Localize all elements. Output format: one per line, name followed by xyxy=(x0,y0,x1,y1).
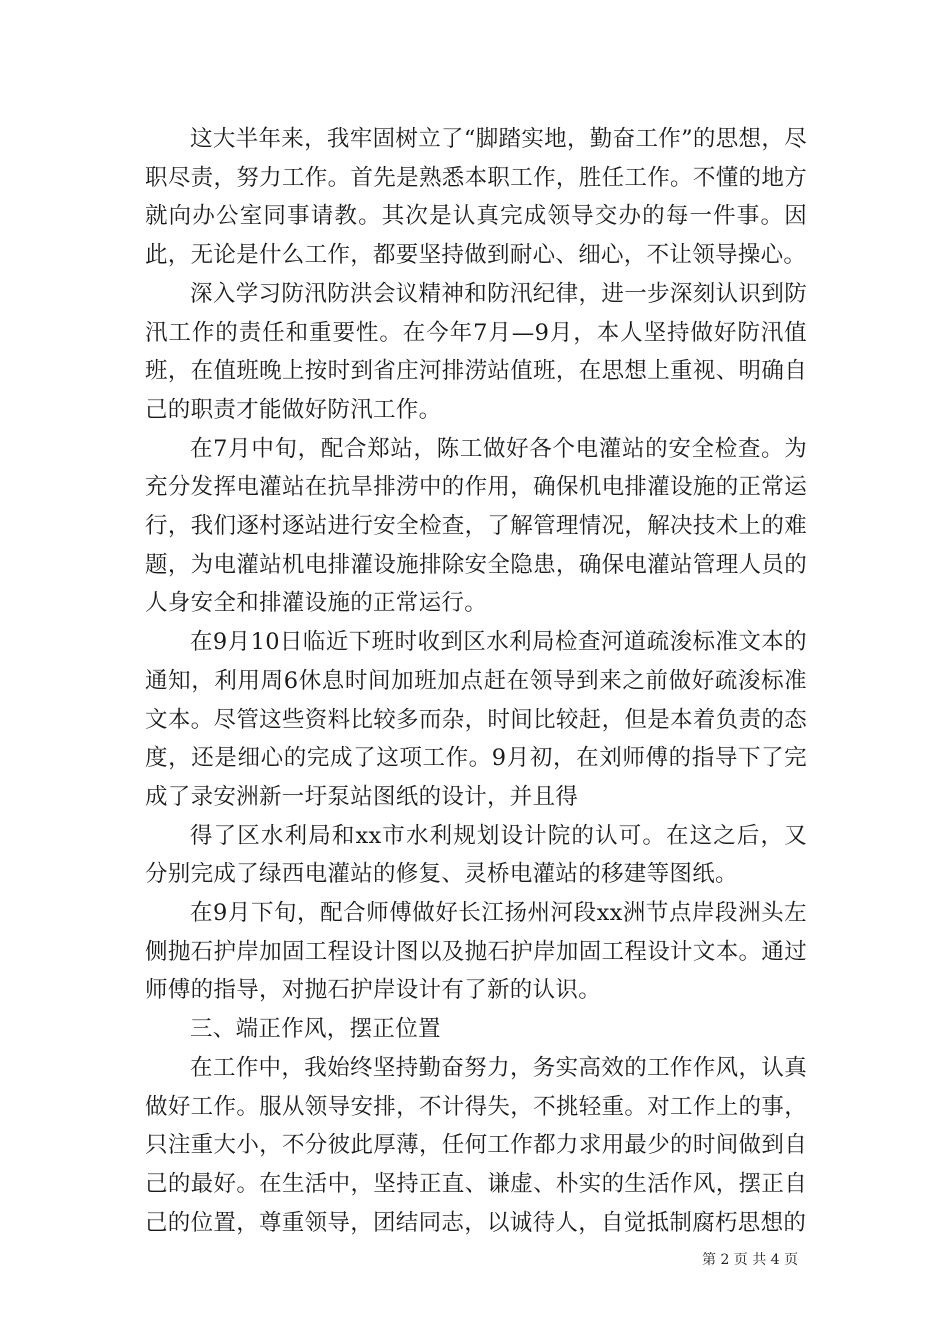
paragraph-work-style: 在工作中，我始终坚持勤奋努力，务实高效的工作作风，认真做好工作。服从领导安排，不计得失，不挑轻重。对工作上的事，只注重大小，不分彼此厚薄，任何工作都力求用最少的时间做到自己的最好。在生活中，坚持正直、谦虚、朴实的生活作风，摆正自己的位置，尊重领导，团结同志，以诚待人，自觉抵制腐朽思想的 xyxy=(145,1054,807,1236)
paragraph-recognition: 得了区水利局和xx市水利规划设计院的认可。在这之后，又分别完成了绿西电灌站的修复、灵桥电灌站的移建等图纸。 xyxy=(145,822,807,888)
section-heading: 三、端正作风，摆正位置 xyxy=(190,1016,441,1043)
document-body xyxy=(145,120,807,1242)
page-number: 第 2 页 共 4 页 xyxy=(702,1252,799,1268)
paragraph-safety-inspection: 在7月中旬，配合郑站，陈工做好各个电灌站的安全检查。为充分发挥电灌站在抗旱排涝中的作用，确保机电排灌设施的正常运行，我们逐村逐站进行安全检查，了解管理情况，解决技术上的难题，为电灌站机电排灌设施排除安全隐患，确保电灌站管理人员的人身安全和排灌设施的正常运行。 xyxy=(145,435,807,617)
paragraph-riprap-design: 在9月下旬，配合师傅做好长江扬州河段xx洲节点岸段洲头左侧抛石护岸加固工程设计图以及抛石护岸加固工程设计文本。通过师傅的指导，对抛石护岸设计有了新的认识。 xyxy=(145,900,807,1004)
paragraph-work-attitude: 这大半年来，我牢固树立了“脚踏实地，勤奋工作”的思想，尽职尽责，努力工作。首先是熟悉本职工作，胜任工作。不懂的地方就向办公室同事请教。其次是认真完成领导交办的每一件事。因此，无论是什么工作，都要坚持做到耐心、细心，不让领导操心。 xyxy=(145,126,807,269)
paragraph-flood-duty: 深入学习防汛防洪会议精神和防汛纪律，进一步深刻认识到防汛工作的责任和重要性。在今年7月—9月，本人坚持做好防汛值班，在值班晚上按时到省庄河排涝站值班，在思想上重视、明确自己的职责才能做好防汛工作。 xyxy=(145,280,807,423)
paragraph-dredging-document: 在9月10日临近下班时收到区水利局检查河道疏浚标准文本的通知，利用周6休息时间加班加点赶在领导到来之前做好疏浚标准文本。尽管这些资料比较多而杂，时间比较赶，但是本着负责的态度，还是细心的完成了这项工作。9月初，在刘师傅的指导下了完成了录安洲新一圩泵站图纸的设计，并且得 xyxy=(145,629,807,810)
